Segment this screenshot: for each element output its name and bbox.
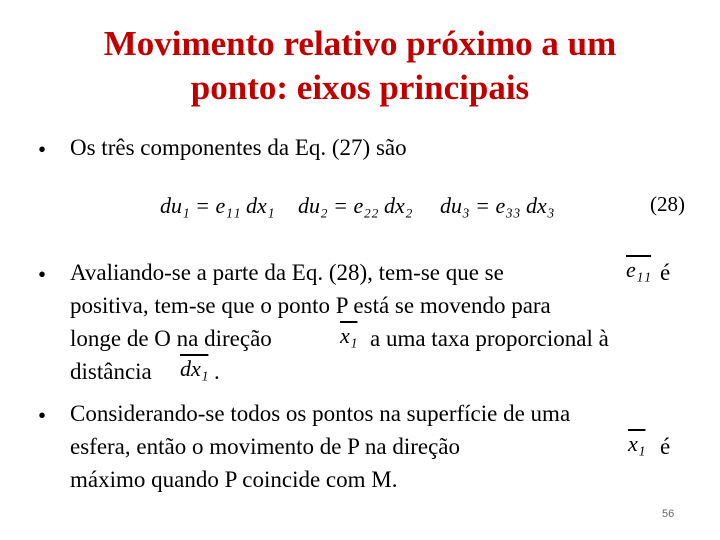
bullet-1-marker: • [38, 137, 47, 162]
equation-3: du₃ = e₃₃ dx₃ [440, 193, 555, 218]
page-number: 56 [662, 508, 675, 520]
inline-x1-2: x₁ [628, 431, 646, 456]
bullet-3-line-2: esfera, então o movimento de P na direção [70, 434, 461, 459]
bullet-3-line-1: Considerando-se todos os pontos na superfície de uma [70, 401, 571, 426]
title-line-1: Movimento relativo próximo a um [103, 24, 617, 63]
bullet-2-line-3: longe de O na direção [70, 326, 272, 351]
inline-dx1: dx₁ [180, 356, 209, 381]
bullet-2-line-4: distância [70, 359, 152, 384]
bullet-2-tail: é [660, 260, 671, 285]
bullet-3-line-3: máximo quando P coincide com M. [70, 467, 398, 492]
equation-1: du₁ = e₁₁ dx₁ [160, 193, 275, 218]
bullet-3-marker: • [38, 403, 47, 428]
title-line-2: ponto: eixos principais [190, 68, 530, 107]
bullet-2-line-1: Avaliando-se a parte da Eq. (28), tem-se que se [70, 260, 504, 285]
bullet-2-marker: • [38, 262, 47, 287]
bullet-2-period: . [214, 359, 220, 384]
equation-number: (28) [650, 192, 685, 216]
bullet-2-line-2: positiva, tem-se que o ponto P está se movendo para [70, 293, 551, 318]
slide-title [0, 22, 720, 110]
bullet-3-tail: é [660, 434, 671, 459]
bullet-1-text: Os três componentes da Eq. (27) são [70, 135, 407, 160]
inline-x1: x₁ [340, 323, 358, 348]
inline-e11: e₁₁ [626, 257, 652, 282]
equation-2: du₂ = e₂₂ dx₂ [298, 193, 413, 218]
bullet-2-line-3b: a uma taxa proporcional à [370, 326, 609, 351]
